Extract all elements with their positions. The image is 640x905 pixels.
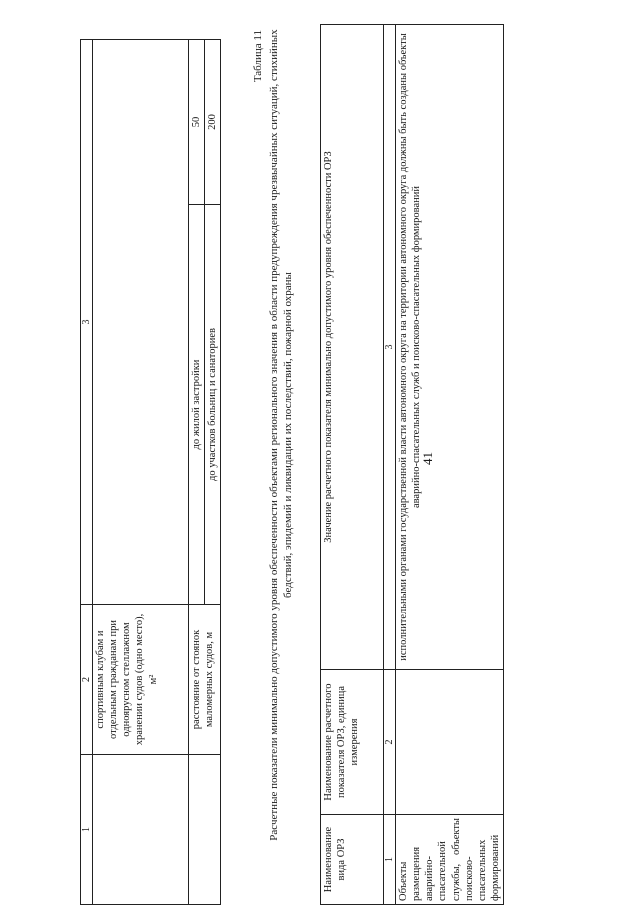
index-cell: 1: [81, 755, 93, 905]
table-cell: [189, 755, 221, 905]
header-row: [321, 25, 384, 905]
table-cell: до участков больниц и санаториев: [205, 205, 221, 605]
index-cell: 2: [384, 670, 396, 815]
table-cell: до жилой застройки: [189, 205, 205, 605]
page-number: 41: [420, 452, 435, 465]
header-cell: Наименование расчетного показателя ОРЗ, единица измерения: [321, 670, 384, 815]
table-row: [189, 40, 205, 905]
table-cell: [93, 755, 189, 905]
top-table-index-row: [81, 40, 93, 905]
main-table: [320, 24, 504, 905]
index-cell: 3: [384, 25, 396, 670]
table-caption: Расчетные показатели минимально допустимого уровня обеспеченности объектами регионального значения в области предупреждения чрезвычайных ситуаций, стихийных бедствий, эпидемий и ликвидации их последствий, пожарной охраны: [268, 29, 294, 841]
index-cell: 2: [81, 605, 93, 755]
table-cell: 200: [205, 40, 221, 205]
index-row: [384, 25, 396, 905]
table-cell: 50: [189, 40, 205, 205]
header-cell: Значение расчетного показателя минимально допустимого уровня обеспеченности ОРЗ: [321, 25, 384, 670]
table-cell: [396, 670, 504, 815]
index-cell: 3: [81, 40, 93, 605]
index-cell: 1: [384, 815, 396, 905]
table-cell: расстояние от стоянок маломерных судов, м: [189, 605, 221, 755]
table-row: [93, 40, 189, 905]
header-cell: Наименование вида ОРЗ: [321, 815, 384, 905]
table-number: Таблица 11: [252, 30, 264, 83]
table-cell: исполнительными органами государственной власти автономного округа на территории автономного округа должны быть созданы объекты аварийно-спасательных служб и поисково-спасательных формирований: [396, 25, 504, 670]
table-row: [396, 25, 504, 905]
table-cell: [93, 40, 189, 605]
table-cell: спортивным клубам и отдельным гражданам при одноярусном стеллажном хранении судов (одно место), м²: [93, 605, 189, 755]
table-cell: Объекты размещения аварийно-спасательной службы, объекты поисково-спасательных формирований: [396, 815, 504, 905]
top-table-continued: [80, 39, 221, 905]
